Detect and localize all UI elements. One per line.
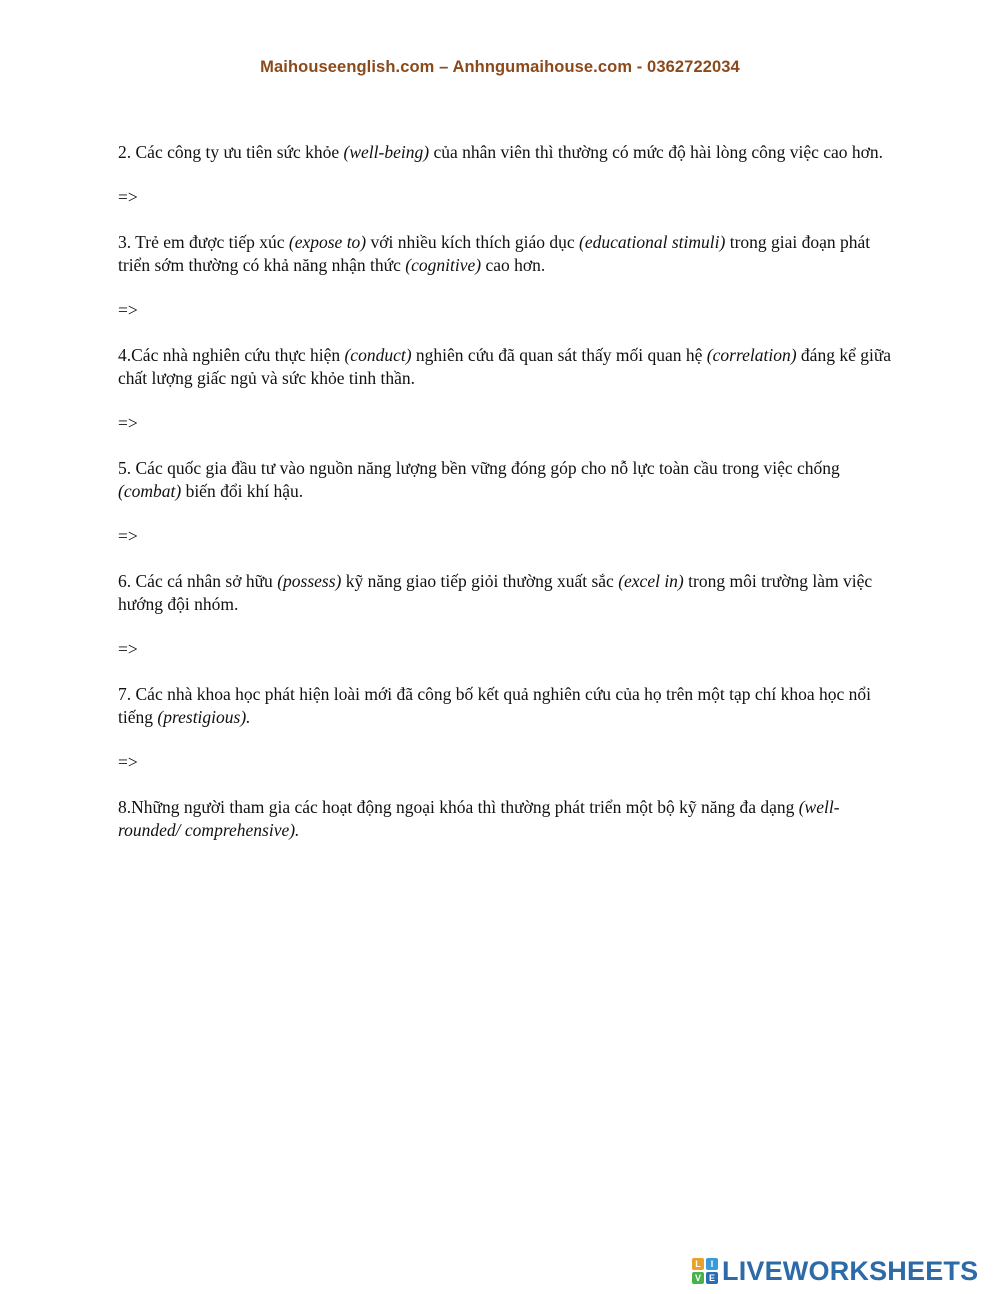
- logo-letter: I: [706, 1258, 718, 1270]
- prompt-text: biến đổi khí hậu.: [181, 481, 304, 501]
- prompt-text: 2. Các công ty ưu tiên sức khỏe: [118, 142, 344, 162]
- prompt-text: đáng kể giữa chất lượng giấc ngủ và sức khỏe tinh thần.: [118, 345, 892, 388]
- page-header: Maihouseenglish.com – Anhngumaihouse.com - 0362722034: [260, 58, 740, 76]
- answer-arrow: =>: [118, 639, 138, 659]
- liveworksheets-logo-icon: [692, 1258, 718, 1284]
- answer-input-area[interactable]: [138, 302, 738, 322]
- english-hint: (well-rounded/ comprehensive).: [118, 797, 840, 840]
- liveworksheets-brand[interactable]: [692, 1256, 978, 1286]
- answer-arrow: =>: [118, 187, 138, 207]
- english-hint: (prestigious).: [157, 707, 251, 727]
- prompt-text: nghiên cứu đã quan sát thấy mối quan hệ: [411, 345, 707, 365]
- answer-arrow: =>: [118, 300, 138, 320]
- brand-wordmark: LIVEWORKSHEETS: [722, 1256, 979, 1286]
- prompt-text: trong giai đoạn phát triển sớm thường có khả năng nhận thức: [118, 232, 871, 275]
- answer-arrow: =>: [118, 413, 138, 433]
- english-hint: (expose to): [288, 232, 367, 252]
- answer-arrow: =>: [118, 526, 138, 546]
- prompt-text: 5. Các quốc gia đầu tư vào nguồn năng lượng bền vững đóng góp cho nỗ lực toàn cầu trong việc chống: [118, 458, 840, 478]
- answer-input-area[interactable]: [138, 641, 738, 661]
- english-hint: (conduct): [344, 345, 412, 365]
- exercise-prompt: [118, 141, 898, 164]
- answer-line: [118, 186, 898, 209]
- prompt-text: 6. Các cá nhân sở hữu: [118, 571, 278, 591]
- exercise-prompt: [118, 683, 898, 729]
- exercise-prompt: [118, 796, 898, 842]
- answer-input-area[interactable]: [138, 189, 738, 209]
- logo-letter: E: [706, 1272, 718, 1284]
- prompt-text: 8.Những người tham gia các hoạt động ngoại khóa thì thường phát triển một bộ kỹ năng đa dạng: [118, 797, 799, 817]
- prompt-text: 4.Các nhà nghiên cứu thực hiện: [118, 345, 345, 365]
- answer-line: [118, 525, 898, 548]
- english-hint: (excel in): [618, 571, 684, 591]
- english-hint: (well-being): [343, 142, 430, 162]
- logo-letter: L: [692, 1258, 704, 1270]
- prompt-text: kỹ năng giao tiếp giỏi thường xuất sắc: [341, 571, 619, 591]
- prompt-text: cao hơn.: [481, 255, 546, 275]
- prompt-text: trong môi trường làm việc hướng đội nhóm.: [118, 571, 873, 614]
- answer-line: [118, 751, 898, 774]
- answer-input-area[interactable]: [138, 754, 738, 774]
- exercise-list: [118, 141, 898, 842]
- prompt-text: 3. Trẻ em được tiếp xúc: [118, 232, 289, 252]
- prompt-text: với nhiều kích thích giáo dục: [366, 232, 580, 252]
- exercise-prompt: [118, 231, 898, 277]
- answer-input-area[interactable]: [138, 415, 738, 435]
- answer-arrow: =>: [118, 752, 138, 772]
- answer-line: [118, 412, 898, 435]
- answer-line: [118, 299, 898, 322]
- exercise-prompt: [118, 457, 898, 503]
- exercise-prompt: [118, 570, 898, 616]
- prompt-text: của nhân viên thì thường có mức độ hài lòng công việc cao hơn.: [429, 142, 884, 162]
- english-hint: (correlation): [706, 345, 797, 365]
- exercise-prompt: [118, 344, 898, 390]
- english-hint: (combat): [118, 481, 182, 501]
- english-hint: (possess): [277, 571, 342, 591]
- prompt-text: 7. Các nhà khoa học phát hiện loài mới đã công bố kết quả nghiên cứu của họ trên một tạp chí khoa học nổi tiếng: [118, 684, 872, 727]
- english-hint: (educational stimuli): [579, 232, 726, 252]
- answer-input-area[interactable]: [138, 528, 738, 548]
- answer-line: [118, 638, 898, 661]
- english-hint: (cognitive): [405, 255, 482, 275]
- logo-letter: V: [692, 1272, 704, 1284]
